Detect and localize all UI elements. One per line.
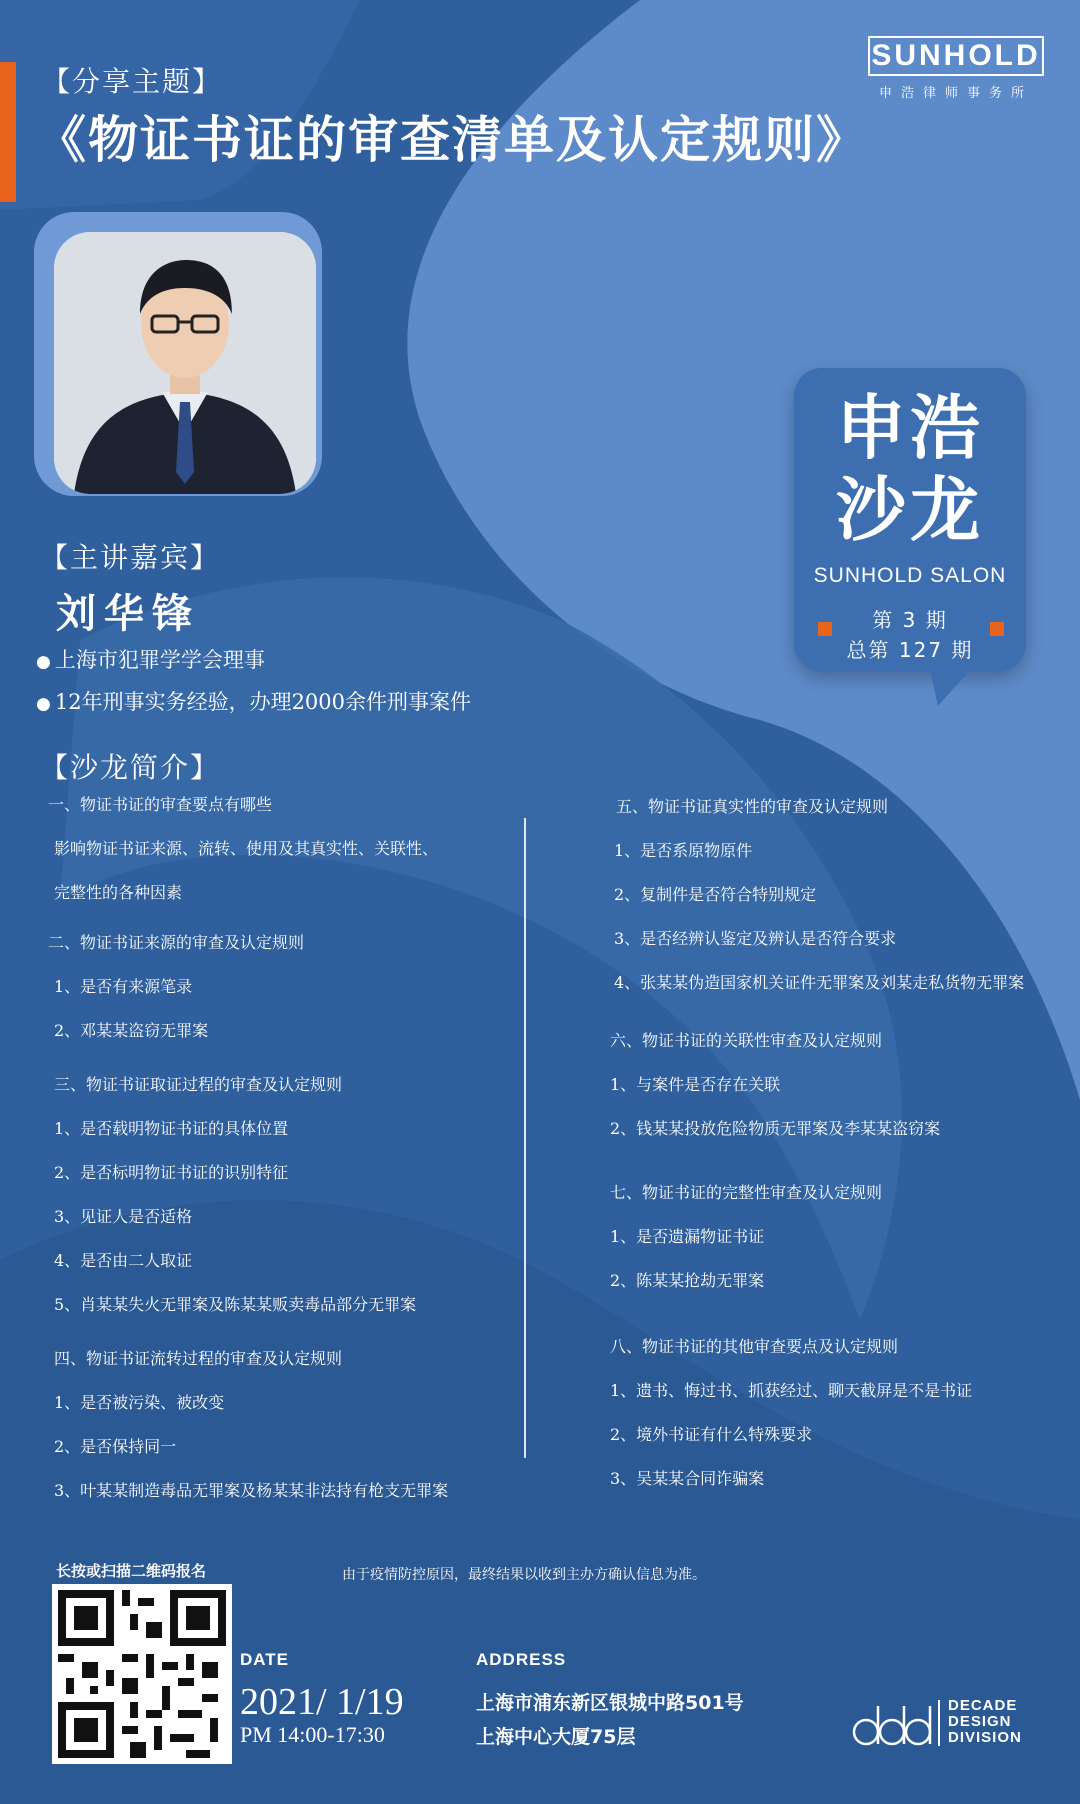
speaker-portrait-icon	[54, 232, 316, 494]
salon-title-line2: 沙龙	[836, 468, 984, 551]
speech-tail-icon	[920, 670, 980, 710]
salon-title-line1: 申浩	[836, 386, 984, 469]
list-item: 八、物证书证的其他审查要点及认定规则	[610, 1337, 899, 1356]
list-item: 1、是否有来源笔录	[54, 977, 193, 996]
list-item: 五、物证书证真实性的审查及认定规则	[616, 797, 889, 816]
list-item: 5、肖某某失火无罪案及陈某某贩卖毒品部分无罪案	[54, 1295, 417, 1314]
list-item: 四、物证书证流转过程的审查及认定规则	[54, 1349, 343, 1368]
logo-divider	[938, 1700, 940, 1746]
address-line1: 上海市浦东新区银城中路501号	[476, 1692, 744, 1714]
qr-label: 长按或扫描二维码报名	[56, 1562, 207, 1580]
list-item: 1、与案件是否存在关联	[610, 1075, 781, 1094]
list-item: 2、是否保持同一	[54, 1437, 177, 1456]
list-item: 1、是否载明物证书证的具体位置	[54, 1119, 289, 1138]
logo-subtitle: 申浩律师事务所	[878, 86, 1033, 101]
list-item: 3、是否经辨认鉴定及辨认是否符合要求	[614, 929, 897, 948]
intro-tag: 【沙龙简介】	[40, 751, 221, 784]
event-time: PM 14:00-17:30	[240, 1722, 385, 1747]
date-label: DATE	[240, 1650, 290, 1669]
list-item: 1、是否被污染、被改变	[54, 1393, 225, 1412]
sunhold-logo	[868, 36, 1044, 101]
address-label: ADDRESS	[476, 1650, 567, 1669]
qr-code[interactable]	[52, 1584, 232, 1764]
list-item: 2、钱某某投放危险物质无罪案及李某某盗窃案	[610, 1119, 941, 1138]
list-item: 二、物证书证来源的审查及认定规则	[48, 933, 305, 952]
speaker-bullet: ● 12年刑事实务经验，办理2000余件刑事案件	[36, 686, 471, 716]
list-item: 3、叶某某制造毒品无罪案及杨某某非法持有枪支无罪案	[54, 1481, 449, 1500]
ddd-text-line: DESIGN	[948, 1713, 1012, 1730]
notice-text: 由于疫情防控原因，最终结果以收到主办方确认信息为准。	[342, 1567, 706, 1583]
salon-panel	[794, 368, 1026, 672]
salon-issue: 第 3 期	[872, 608, 948, 632]
list-item: 六、物证书证的关联性审查及认定规则	[610, 1031, 883, 1050]
event-date: 2021/ 1/19	[240, 1681, 404, 1723]
page-title: 《物证书证的审查清单及认定规则》	[36, 110, 868, 169]
list-item: 2、复制件是否符合特别规定	[614, 885, 817, 904]
speaker-photo	[54, 232, 316, 494]
speaker-tag: 【主讲嘉宾】	[40, 541, 221, 574]
list-item: 2、陈某某抢劫无罪案	[610, 1271, 765, 1290]
list-item: 完整性的各种因素	[54, 883, 183, 902]
list-item: 1、是否系原物原件	[614, 841, 753, 860]
list-item: 一、物证书证的审查要点有哪些	[48, 795, 273, 814]
list-item: 1、遗书、悔过书、抓获经过、聊天截屏是不是书证	[610, 1381, 973, 1400]
ddd-text-line: DECADE	[948, 1697, 1018, 1714]
topic-tag: 【分享主题】	[42, 65, 223, 98]
orange-square-icon	[818, 622, 832, 636]
list-item: 七、物证书证的完整性审查及认定规则	[610, 1183, 883, 1202]
speaker-name: 刘华锋	[56, 590, 200, 637]
list-item: 2、境外书证有什么特殊要求	[610, 1425, 813, 1444]
list-item: 1、是否遗漏物证书证	[610, 1227, 765, 1246]
list-item: 影响物证书证来源、流转、使用及其真实性、关联性、	[54, 839, 439, 858]
ddd-text-line: DIVISION	[948, 1729, 1022, 1746]
design-division-logo	[850, 1696, 1050, 1750]
ddd-mark-icon	[850, 1696, 938, 1750]
list-item: 4、是否由二人取证	[54, 1251, 193, 1270]
speaker-bullet: ● 上海市犯罪学学会理事	[36, 644, 265, 674]
salon-total-issue: 总第 127 期	[846, 638, 974, 662]
list-item: 2、邓某某盗窃无罪案	[54, 1021, 209, 1040]
list-item: 三、物证书证取证过程的审查及认定规则	[54, 1075, 343, 1094]
salon-subtitle: SUNHOLD SALON	[813, 564, 1007, 587]
orange-square-icon	[990, 622, 1004, 636]
list-item: 3、吴某某合同诈骗案	[610, 1469, 765, 1488]
accent-bar	[0, 62, 16, 202]
logo-name: SUNHOLD	[868, 36, 1044, 76]
list-item: 2、是否标明物证书证的识别特征	[54, 1163, 289, 1182]
column-divider	[524, 818, 526, 1458]
qr-code-icon	[58, 1590, 226, 1758]
ddd-text	[948, 1698, 1022, 1746]
list-item: 3、见证人是否适格	[54, 1207, 193, 1226]
list-item: 4、张某某伪造国家机关证件无罪案及刘某走私货物无罪案	[614, 973, 1025, 992]
address-line2: 上海中心大厦75层	[476, 1726, 636, 1748]
